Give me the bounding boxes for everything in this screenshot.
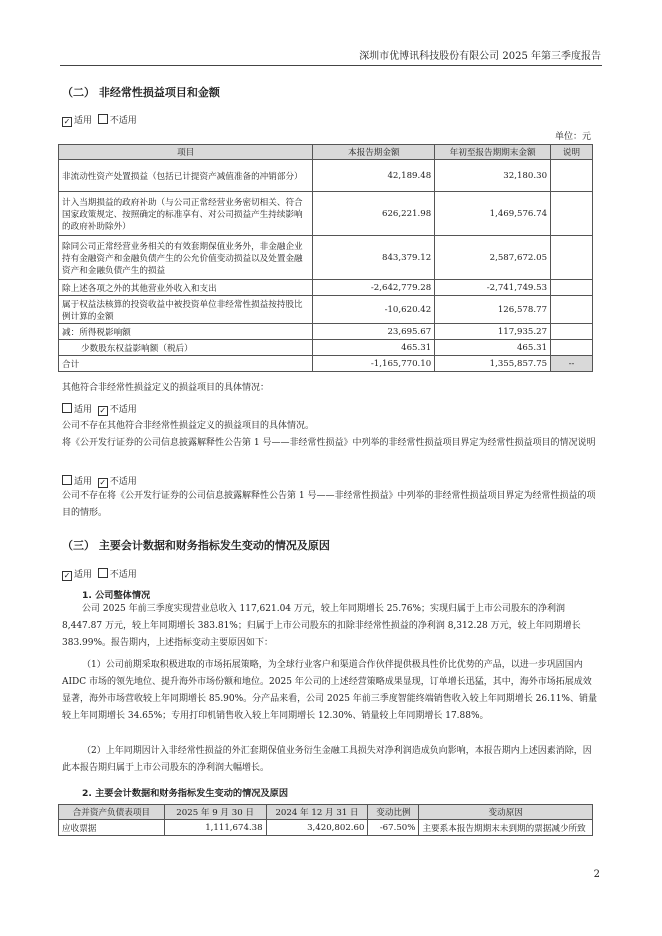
row-item: 除上述各项之外的其他营业外收入和支出 <box>59 280 313 296</box>
row-note <box>551 340 593 356</box>
applicable-options-1 <box>62 113 137 127</box>
empty-box-icon <box>62 403 72 413</box>
row-current: 23,695.67 <box>313 324 435 340</box>
row-current: 626,221.98 <box>313 192 435 236</box>
col-header-2024: 2024 年 12 月 31 日 <box>266 805 368 820</box>
page-number: 2 <box>593 869 600 880</box>
row-item: 计入当期损益的政府补助（与公司正常经营业务密切相关、符合国家政策规定、按照确定的标准享有、对公司损益产生持续影响的政府补助除外） <box>59 192 313 236</box>
row-current: -1,165,770.10 <box>313 356 435 372</box>
row-item: 非流动性资产处置损益（包括已计提资产减值准备的冲销部分） <box>59 160 313 192</box>
row-current: 843,379.12 <box>313 236 435 280</box>
table-row <box>59 160 593 192</box>
row-note <box>551 236 593 280</box>
col-header-item: 合并资产负债表项目 <box>59 805 165 820</box>
checked-box-icon: ✓ <box>99 406 107 415</box>
row-ytd: 1,469,576.74 <box>435 192 551 236</box>
col-header-item: 项目 <box>59 145 313 160</box>
reason-paragraph-1: （1）公司前期采取积极进取的市场拓展策略，为全球行业客户和渠道合作伙伴提供极具性价比优势的产品，以进一步巩固国内 AIDC 市场的领先地位、提升海外市场份额和地位。2025 年公司的上述经营策略成果显现，订单增长迅猛，其中，海外市场拓展成效显著，海外市场营收较上年同期增长 85.90%。分产品来看，公司 2025 年前三季度智能终端销售收入较上年同期增长 26.11%、销量较上年同期增长 34.65%；专用打印机销售收入较上年同期增长 12.30%、销量较上年同期增长 17.88%。 <box>62 660 597 721</box>
other-items-text: 公司不存在其他符合非经常性损益定义的损益项目的具体情况。 <box>62 421 315 431</box>
table-row <box>59 340 593 356</box>
report-header: 深圳市优博讯科技股份有限公司 2025 年第三季度报告 <box>359 51 601 62</box>
option-applicable: 适用 <box>74 116 93 126</box>
row-note <box>551 192 593 236</box>
section-title-nonrecurring: （二） 非经常性损益项目和金额 <box>62 86 220 99</box>
checked-box-icon: ✓ <box>63 117 71 126</box>
row-ytd: 465.31 <box>435 340 551 356</box>
empty-box-icon <box>62 475 72 485</box>
row-ytd: 32,180.30 <box>435 160 551 192</box>
row-item: 合计 <box>59 356 313 372</box>
row-note: -- <box>551 356 593 372</box>
option-applicable: 适用 <box>74 570 93 580</box>
row-current: -2,642,779.28 <box>313 280 435 296</box>
checked-box-icon: ✓ <box>99 478 107 487</box>
row-item: 减：所得税影响额 <box>59 324 313 340</box>
row-ytd: 2,587,672.05 <box>435 236 551 280</box>
option-not-applicable: 不适用 <box>109 405 137 415</box>
row-current: -10,620.42 <box>313 296 435 324</box>
overall-paragraph: 公司 2025 年前三季度实现营业总收入 117,621.04 万元，较上年同期增长 25.76%；实现归属于上市公司股东的净利润 8,447.87 万元，较上年同期增长 383.81%；归属于上市公司股东的扣除非经常性损益的净利润 8,312.28 万元，较上年同期增长 383.99%。报告期内，上述指标变动主要原因如下： <box>62 604 581 648</box>
applicable-options-2 <box>62 402 137 416</box>
balance-sheet-changes-table <box>58 804 593 836</box>
col-header-2025: 2025 年 9 月 30 日 <box>164 805 266 820</box>
option-not-applicable: 不适用 <box>109 116 137 126</box>
explain-text: 公司不存在将《公开发行证券的公司信息披露解释性公告第 1 号——非经常性损益》中列举的非经常性损益项目界定为经常性损益的项目的情形。 <box>62 491 596 518</box>
col-header-current: 本报告期金额 <box>313 145 435 160</box>
row-item: 少数股东权益影响额（税后） <box>59 340 313 356</box>
section-title-changes: （三） 主要会计数据和财务指标发生变动的情况及原因 <box>62 539 330 552</box>
col-header-note: 说明 <box>551 145 593 160</box>
checked-box-icon: ✓ <box>63 571 71 580</box>
row-note <box>551 280 593 296</box>
row-ytd: 1,355,857.75 <box>435 356 551 372</box>
row-ratio: -67.50% <box>368 820 419 836</box>
table-row <box>59 280 593 296</box>
option-not-applicable: 不适用 <box>109 477 137 487</box>
option-applicable: 适用 <box>74 405 93 415</box>
col-header-ytd: 年初至报告期期末金额 <box>435 145 551 160</box>
row-value-2024: 3,420,802.60 <box>266 820 368 836</box>
empty-box-icon <box>98 114 108 124</box>
option-not-applicable: 不适用 <box>109 570 137 580</box>
row-ytd: 126,578.77 <box>435 296 551 324</box>
table-row <box>59 192 593 236</box>
col-header-reason: 变动原因 <box>419 805 593 820</box>
row-current: 465.31 <box>313 340 435 356</box>
other-items-title: 其他符合非经常性损益定义的损益项目的具体情况： <box>62 383 270 393</box>
empty-box-icon <box>98 568 108 578</box>
explain-title: 将《公开发行证券的公司信息披露解释性公告第 1 号——非经常性损益》中列举的非经常性损益项目界定为经常性损益项目的情况说明 <box>62 438 596 448</box>
unit-label: 单位：元 <box>554 132 591 142</box>
row-item: 应收票据 <box>59 820 165 836</box>
row-value-2025: 1,111,674.38 <box>164 820 266 836</box>
row-reason: 主要系本报告期期末未到期的票据减少所致 <box>419 820 593 836</box>
nonrecurring-table <box>58 144 593 372</box>
row-note <box>551 296 593 324</box>
row-note <box>551 324 593 340</box>
row-ytd: 117,935.27 <box>435 324 551 340</box>
reason-paragraph-2: （2）上年同期因计入非经常性损益的外汇套期保值业务衍生金融工具损失对净利润造成负向影响，本报告期内上述因素消除，因此本报告期归属于上市公司股东的净利润大幅增长。 <box>62 746 592 773</box>
row-item: 属于权益法核算的投资收益中被投资单位非经常性损益按持股比例计算的金额 <box>59 296 313 324</box>
option-applicable: 适用 <box>74 477 93 487</box>
row-ytd: -2,741,749.53 <box>435 280 551 296</box>
applicable-options-4 <box>62 567 137 581</box>
table-row <box>59 236 593 280</box>
subsection-overall: 1. 公司整体情况 <box>82 590 151 601</box>
row-note <box>551 160 593 192</box>
col-header-ratio: 变动比例 <box>368 805 419 820</box>
subsection-financial-changes: 2. 主要会计数据和财务指标发生变动的情况及原因 <box>82 788 289 799</box>
header-divider <box>60 65 602 66</box>
row-current: 42,189.48 <box>313 160 435 192</box>
table-row <box>59 820 593 836</box>
table-row <box>59 324 593 340</box>
applicable-options-3 <box>62 474 137 488</box>
table-row-total <box>59 356 593 372</box>
row-item: 除同公司正常经营业务相关的有效套期保值业务外，非金融企业持有金融资产和金融负债产生的公允价值变动损益以及处置金融资产和金融负债产生的损益 <box>59 236 313 280</box>
table-row <box>59 296 593 324</box>
